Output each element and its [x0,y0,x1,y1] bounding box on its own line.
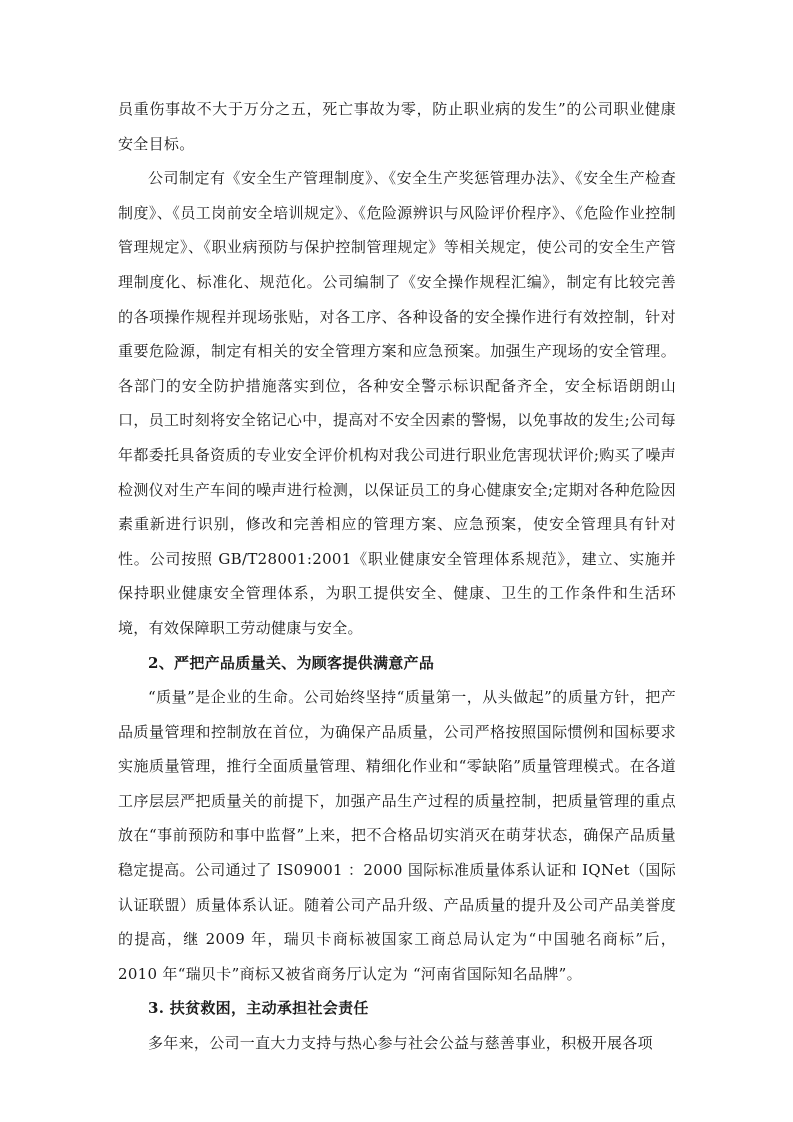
paragraph-quality: “质量”是企业的生命。公司始终坚持“质量第一，从头做起”的质量方针，把产品质量管理和控制放在首位，为确保产品质量，公司严格按照国际惯例和国标要求实施质量管理，推行全面质量管理、精细化作业和“零缺陷”质量管理模式。在各道工序层层严把质量关的前提下，加强产品生产过程的质量控制，把质量管理的重点放在“事前预防和事中监督”上来，把不合格品切实消灭在萌芽状态，确保产品质量稳定提高。公司通过了 IS09001 ：2000 国际标准质量体系认证和 IQNet（国际认证联盟）质量体系认证。随着公司产品升级、产品质量的提升及公司产品美誉度的提高，继 2009 年，瑞贝卡商标被国家工商总局认定为“中国驰名商标”后，2010 年“瑞贝卡”商标又被省商务厅认定为 “河南省国际知名品牌”。 [118,688,676,983]
section-heading-quality: 2、严把产品质量关、为顾客提供满意产品 [148,653,435,672]
paragraph-safety-goal: 员重伤事故不大于万分之五，死亡事故为零，防止职业病的发生”的公司职业健康安全目标。 [118,100,676,153]
document-page [118,92,676,1061]
paragraph-social-responsibility: 多年来，公司一直大力支持与热心参与社会公益与慈善事业，积极开展各项 [148,1034,653,1053]
section-heading-social-responsibility: 3. 扶贫救困，主动承担社会责任 [148,999,369,1018]
paragraph-safety-regulations: 公司制定有《安全生产管理制度》、《安全生产奖惩管理办法》、《安全生产检查制度》、《员工岗前安全培训规定》、《危险源辨识与风险评价程序》、《危险作业控制管理规定》、《职业病预防与保护控制管理规定》等相关规定，使公司的安全生产管理制度化、标准化、规范化。公司编制了《安全操作规程汇编》，制定有比较完善的各项操作规程并现场张贴，对各工序、各种设备的安全操作进行有效控制，针对重要危险源，制定有相关的安全管理方案和应急预案。加强生产现场的安全管理。各部门的安全防护措施落实到位，各种安全警示标识配备齐全，安全标语朗朗山口，员工时刻将安全铭记心中，提高对不安全因素的警惕，以免事故的发生;公司每年都委托具备资质的专业安全评价机构对我公司进行职业危害现状评价;购买了噪声检测仪对生产车间的噪声进行检测，以保证员工的身心健康安全;定期对各种危险因素重新进行识别，修改和完善相应的管理方案、应急预案，使安全管理具有针对性。公司按照 GB/T28001:2001《职业健康安全管理体系规范》，建立、实施并保持职业健康安全管理体系，为职工提供安全、健康、卫生的工作条件和生活环境，有效保障职工劳动健康与安全。 [118,169,676,637]
